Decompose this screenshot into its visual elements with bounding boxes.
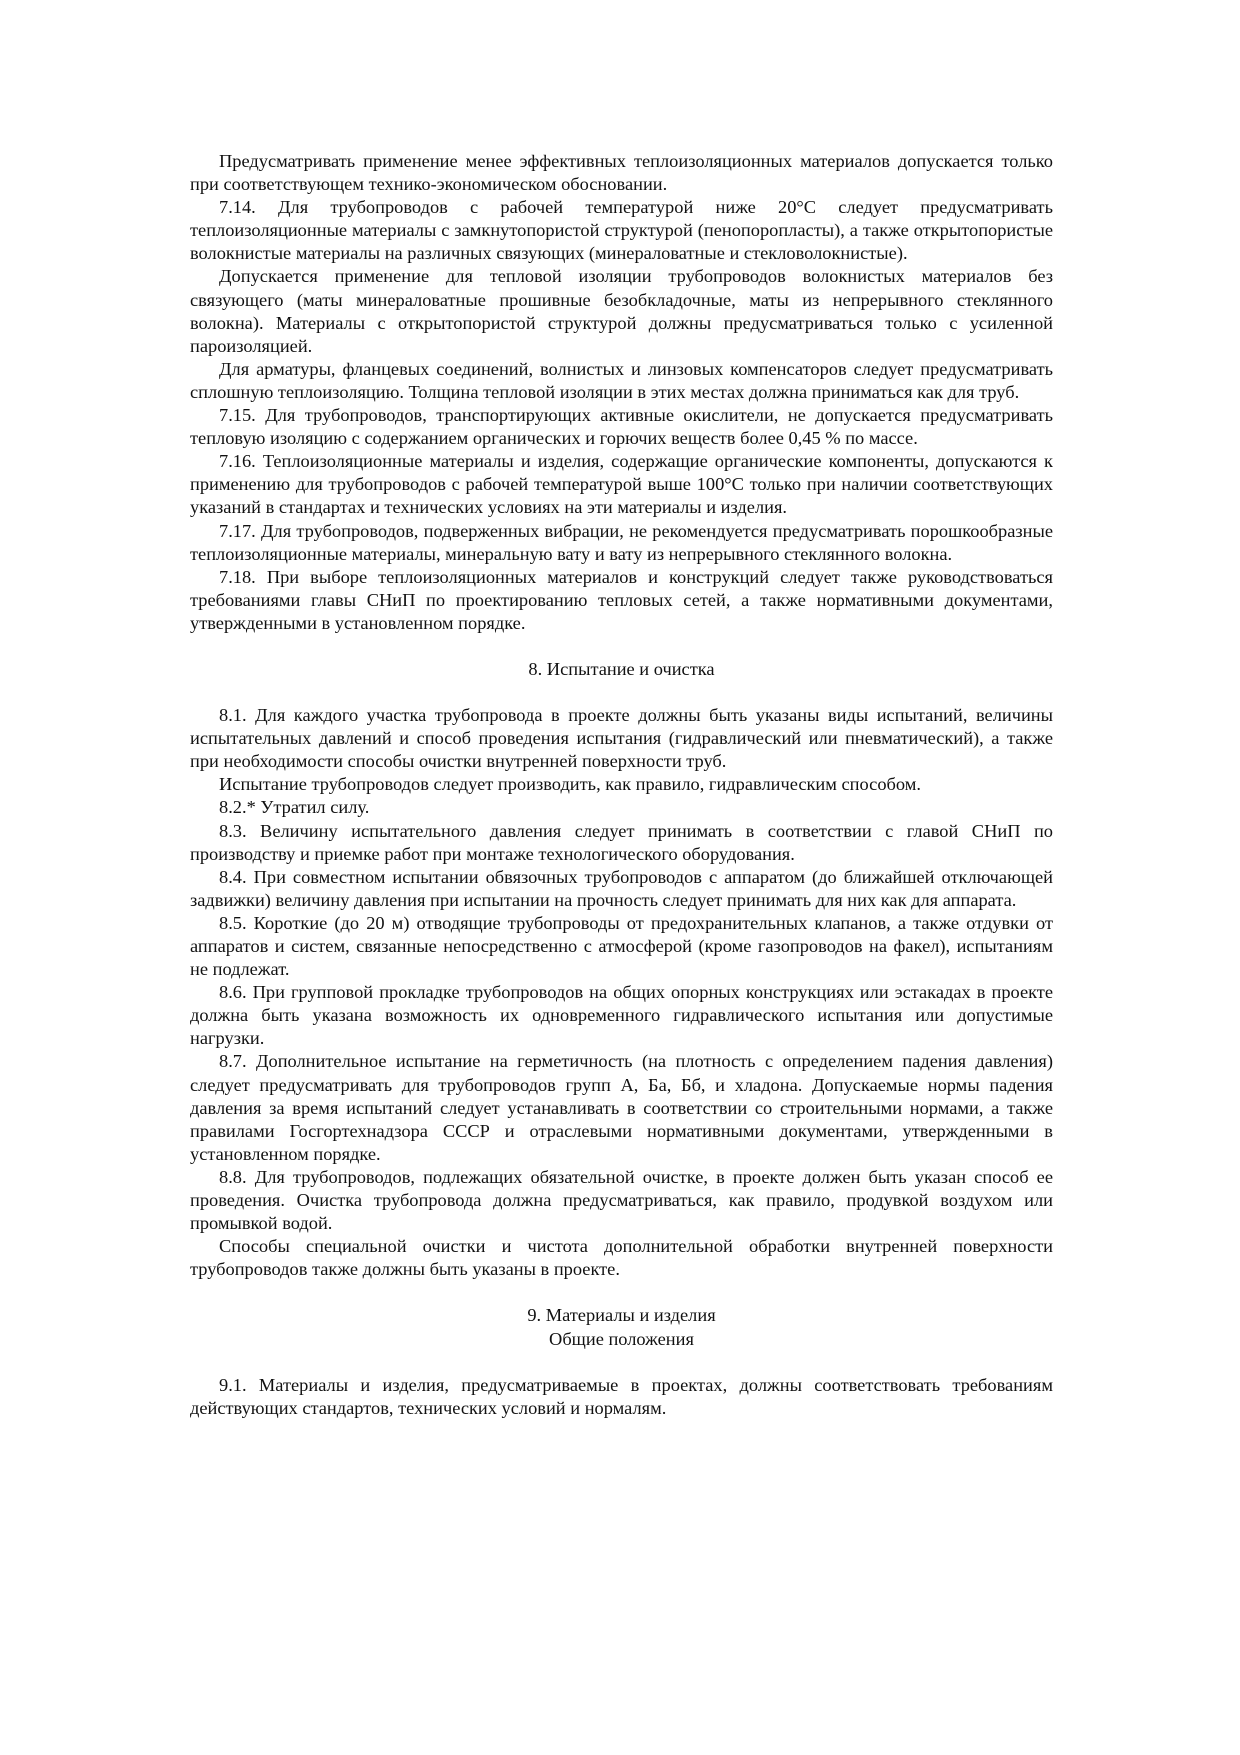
- section-8-heading: 8. Испытание и очистка: [528, 658, 715, 679]
- paragraph-9-1: 9.1. Материалы и изделия, предусматриваемые в проектах, должны соответствовать требованиям действующих стандартов, технических условий и нормалям.: [190, 1374, 1053, 1418]
- paragraph-7-18: 7.18. При выборе теплоизоляционных материалов и конструкций следует также руководствоваться требованиями главы СНиП по проектированию тепловых сетей, а также нормативными документами, утвержденными в установленном порядке.: [190, 566, 1053, 633]
- paragraph-7-14: 7.14. Для трубопроводов с рабочей температурой ниже 20°С следует предусматривать теплоизоляционные материалы с замкнутопористой структурой (пенопоропласты), а также открытопористые волокнистые материалы на различных связующих (минераловатные и стекловолокнистые).: [190, 197, 1053, 264]
- paragraph-7-15: 7.15. Для трубопроводов, транспортирующих активные окислители, не допускается предусматривать тепловую изоляцию с содержанием органических и горючих веществ более 0,45 % по массе.: [190, 405, 1053, 449]
- paragraph-8-1: 8.1. Для каждого участка трубопровода в проекте должны быть указаны виды испытаний, величины испытательных давлений и способ проведения испытания (гидравлический или пневматический), а также при необходимости способы очистки внутренней поверхности труб.: [190, 705, 1053, 772]
- paragraph-8-8: 8.8. Для трубопроводов, подлежащих обязательной очистке, в проекте должен быть указан способ ее проведения. Очистка трубопровода должна предусматриваться, как правило, продувкой воздухом или промывкой водой.: [190, 1166, 1053, 1234]
- paragraph-8-3: 8.3. Величину испытательного давления следует принимать в соответствии с главой СНиП по производству и приемке работ при монтаже технологического оборудования.: [190, 820, 1053, 864]
- paragraph: Допускается применение для тепловой изоляции трубопроводов волокнистых материалов без связующего (маты минераловатные прошивные безобкладочные, маты из непрерывного стеклянного волокна). Материалы с открытопористой структурой должны предусматриваться только с усиленной пароизоляцией.: [190, 266, 1053, 356]
- section-9-heading: 9. Материалы и изделия: [527, 1305, 716, 1326]
- paragraph-8-5: 8.5. Короткие (до 20 м) отводящие трубопроводы от предохранительных клапанов, а также отдувки от аппаратов и систем, связанные непосредственно с атмосферой (кроме газопроводов на факел), испытаниям не подлежат.: [190, 912, 1053, 980]
- paragraph-8-7: 8.7. Дополнительное испытание на герметичность (на плотность с определением падения давления) следует предусматривать для трубопроводов групп А, Ба, Бб, и хладона. Допускаемые нормы падения давления за время испытаний следует устанавливать в соответствии со строительными нормами, а также правилами Госгортехнадзора СССР и отраслевыми нормативными документами, утвержденными в установленном порядке.: [190, 1051, 1053, 1164]
- paragraph-8-6: 8.6. При групповой прокладке трубопроводов на общих опорных конструкциях или эстакадах в проекте должна быть указана возможность их одновременного гидравлического испытания или допустимые нагрузки.: [190, 982, 1053, 1049]
- paragraph: Для арматуры, фланцевых соединений, волнистых и линзовых компенсаторов следует предусматривать сплошную теплоизоляцию. Толщина тепловой изоляции в этих местах должна приниматься как для труб.: [190, 358, 1053, 402]
- paragraph-8-2: 8.2.* Утратил силу.: [219, 797, 370, 818]
- document-page: [190, 150, 1053, 1420]
- paragraph: Предусматривать применение менее эффективных теплоизоляционных материалов допускается только при соответствующем технико-экономическом обосновании.: [190, 151, 1053, 195]
- paragraph-7-17: 7.17. Для трубопроводов, подверженных вибрации, не рекомендуется предусматривать порошкообразные теплоизоляционные материалы, минеральную вату и вату из непрерывного стеклянного волокна.: [190, 520, 1053, 564]
- paragraph: Испытание трубопроводов следует производить, как правило, гидравлическим способом.: [219, 774, 921, 795]
- paragraph: Способы специальной очистки и чистота дополнительной обработки внутренней поверхности трубопроводов также должны быть указаны в проекте.: [190, 1236, 1053, 1280]
- section-9-subheading: Общие положения: [549, 1328, 694, 1349]
- paragraph-7-16: 7.16. Теплоизоляционные материалы и изделия, содержащие органические компоненты, допускаются к применению для трубопроводов с рабочей температурой выше 100°С только при наличии соответствующих указаний в стандартах и технических условиях на эти материалы и изделия.: [190, 451, 1053, 518]
- paragraph-8-4: 8.4. При совместном испытании обвязочных трубопроводов с аппаратом (до ближайшей отключающей задвижки) величину давления при испытании на прочность следует принимать для них как для аппарата.: [190, 866, 1053, 910]
